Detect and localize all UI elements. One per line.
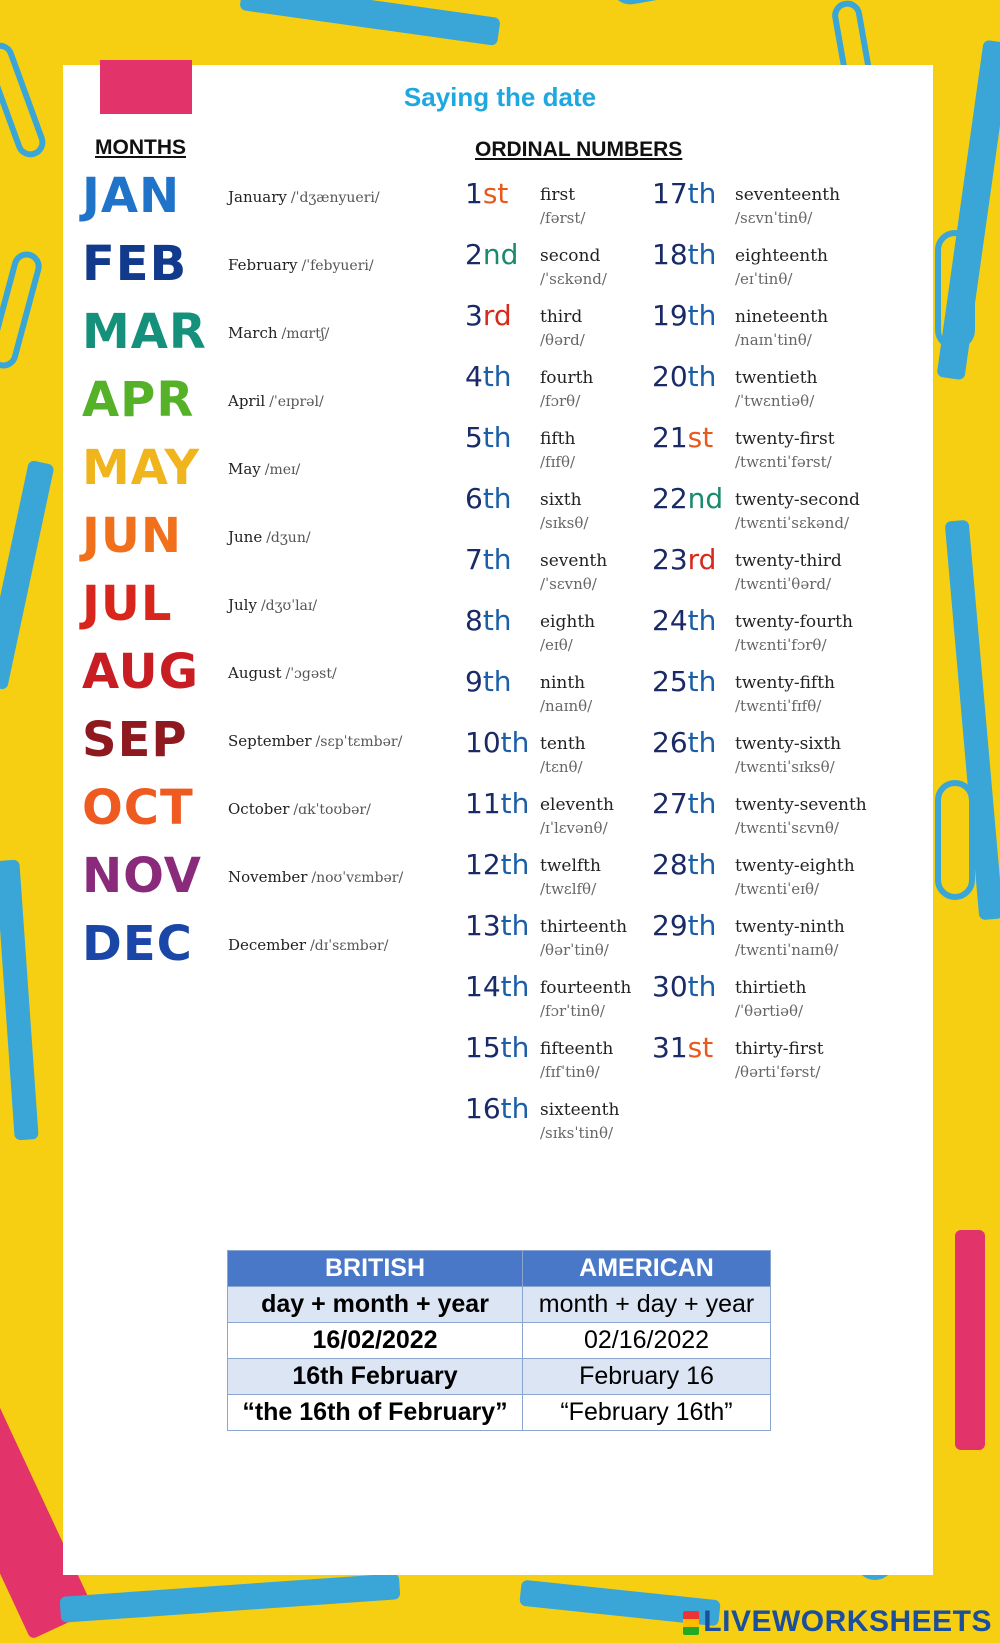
ordinal-digits: 10 bbox=[465, 726, 501, 759]
ordinal-suffix: th bbox=[500, 1031, 530, 1064]
ordinal-pronunciation: /ɪˈlɛvənθ/ bbox=[540, 819, 608, 837]
month-pronunciation: /noʊˈvɛmbər/ bbox=[311, 870, 404, 886]
ordinal-suffix: th bbox=[482, 665, 512, 698]
ordinal-number-27 bbox=[652, 787, 717, 820]
liveworksheets-icon bbox=[683, 1611, 699, 1635]
ordinal-number-14 bbox=[465, 970, 530, 1003]
ordinal-suffix: th bbox=[482, 543, 512, 576]
table-row bbox=[228, 1287, 771, 1323]
ordinal-pronunciation: /sɪksˈtinθ/ bbox=[540, 1124, 614, 1142]
ordinal-suffix: st bbox=[482, 177, 509, 210]
ordinal-word: fourteenth bbox=[540, 978, 632, 998]
ordinal-suffix: th bbox=[687, 665, 717, 698]
ordinal-suffix: th bbox=[482, 421, 512, 454]
ordinal-digits: 18 bbox=[652, 238, 688, 271]
ordinal-pronunciation: /twɛntiˈsɛkənd/ bbox=[735, 514, 850, 532]
month-pronunciation: /dʒun/ bbox=[266, 530, 311, 546]
ordinal-number-3 bbox=[465, 299, 512, 332]
month-abbr-sep: SEP bbox=[82, 712, 188, 768]
month-word: February bbox=[228, 256, 298, 274]
ordinal-word: twenty-eighth bbox=[735, 856, 855, 876]
table-cell: “February 16th” bbox=[523, 1395, 771, 1431]
month-abbr-jun: JUN bbox=[82, 508, 183, 564]
ordinal-pronunciation: /naɪnθ/ bbox=[540, 697, 593, 715]
paperclip-icon bbox=[607, 0, 703, 8]
ordinal-word: twenty-first bbox=[735, 429, 835, 449]
table-cell: 16th February bbox=[228, 1359, 523, 1395]
ordinal-word: seventeenth bbox=[735, 185, 841, 205]
ordinal-word: twenty-seventh bbox=[735, 795, 867, 815]
table-cell: February 16 bbox=[523, 1359, 771, 1395]
ordinal-pronunciation: /sɪksθ/ bbox=[540, 514, 589, 532]
ordinal-digits: 22 bbox=[652, 482, 688, 515]
ordinal-word: thirty-first bbox=[735, 1039, 824, 1059]
table-row bbox=[228, 1359, 771, 1395]
ordinal-word: twenty-third bbox=[735, 551, 842, 571]
month-abbr-aug: AUG bbox=[82, 644, 200, 700]
ordinal-word: seventh bbox=[540, 551, 608, 571]
month-name-jul bbox=[228, 596, 317, 614]
month-name-sep bbox=[228, 732, 402, 750]
table-cell: 02/16/2022 bbox=[523, 1323, 771, 1359]
table-cell: 16/02/2022 bbox=[228, 1323, 523, 1359]
ordinal-digits: 29 bbox=[652, 909, 688, 942]
month-pronunciation: /meɪ/ bbox=[264, 462, 301, 478]
ordinal-suffix: th bbox=[500, 848, 530, 881]
table-cell: month + day + year bbox=[523, 1287, 771, 1323]
month-pronunciation: /ˈeɪprəl/ bbox=[269, 394, 324, 410]
ordinal-number-18 bbox=[652, 238, 717, 271]
ordinal-pronunciation: /naɪnˈtinθ/ bbox=[735, 331, 812, 349]
ordinal-number-31 bbox=[652, 1031, 714, 1064]
ordinal-digits: 23 bbox=[652, 543, 688, 576]
month-word: November bbox=[228, 868, 308, 886]
ordinal-pronunciation: /fərst/ bbox=[540, 209, 586, 227]
ordinal-number-25 bbox=[652, 665, 717, 698]
month-name-oct bbox=[228, 800, 371, 818]
watermark-text: LIVEWORKSHEETS bbox=[703, 1605, 992, 1638]
ordinal-suffix: th bbox=[687, 604, 717, 637]
table-header-american: AMERICAN bbox=[523, 1251, 771, 1287]
month-word: March bbox=[228, 324, 278, 342]
liveworksheets-logo[interactable] bbox=[683, 1605, 992, 1639]
ordinal-number-22 bbox=[652, 482, 724, 515]
marker-icon bbox=[0, 860, 39, 1141]
ordinal-digits: 20 bbox=[652, 360, 688, 393]
month-abbr-oct: OCT bbox=[82, 780, 194, 836]
ordinal-word: twenty-second bbox=[735, 490, 860, 510]
ordinal-digits: 16 bbox=[465, 1092, 501, 1125]
month-word: January bbox=[228, 188, 287, 206]
marker-icon bbox=[955, 1230, 985, 1450]
table-cell: day + month + year bbox=[228, 1287, 523, 1323]
ordinal-digits: 27 bbox=[652, 787, 688, 820]
ordinal-digits: 19 bbox=[652, 299, 688, 332]
ordinal-suffix: rd bbox=[482, 299, 512, 332]
ordinal-pronunciation: /fɪfθ/ bbox=[540, 453, 576, 471]
ordinal-digits: 8 bbox=[465, 604, 483, 637]
month-pronunciation: /sɛpˈtɛmbər/ bbox=[315, 734, 403, 750]
ordinal-pronunciation: /θərtiˈfərst/ bbox=[735, 1063, 821, 1081]
ordinal-word: sixth bbox=[540, 490, 582, 510]
ordinal-number-10 bbox=[465, 726, 530, 759]
ordinal-word: fourth bbox=[540, 368, 594, 388]
ordinal-pronunciation: /eɪˈtinθ/ bbox=[735, 270, 793, 288]
ordinal-number-6 bbox=[465, 482, 512, 515]
ordinal-pronunciation: /tɛnθ/ bbox=[540, 758, 583, 776]
month-word: October bbox=[228, 800, 290, 818]
month-word: September bbox=[228, 732, 312, 750]
ordinal-number-16 bbox=[465, 1092, 530, 1125]
ordinal-pronunciation: /ˈθərtiəθ/ bbox=[735, 1002, 804, 1020]
ordinal-word: eleventh bbox=[540, 795, 614, 815]
ordinal-digits: 31 bbox=[652, 1031, 688, 1064]
ordinal-word: first bbox=[540, 185, 576, 205]
ordinal-pronunciation: /θərd/ bbox=[540, 331, 585, 349]
month-word: August bbox=[228, 664, 282, 682]
ordinal-pronunciation: /twɛntiˈsɛvnθ/ bbox=[735, 819, 839, 837]
ordinal-pronunciation: /sɛvnˈtinθ/ bbox=[735, 209, 813, 227]
ordinal-word: ninth bbox=[540, 673, 586, 693]
ordinal-number-21 bbox=[652, 421, 714, 454]
ordinal-digits: 1 bbox=[465, 177, 483, 210]
ordinal-suffix: st bbox=[687, 421, 714, 454]
ordinal-number-26 bbox=[652, 726, 717, 759]
ordinal-digits: 25 bbox=[652, 665, 688, 698]
ordinal-word: twenty-fifth bbox=[735, 673, 835, 693]
ordinal-number-20 bbox=[652, 360, 717, 393]
ordinal-digits: 17 bbox=[652, 177, 688, 210]
month-name-may bbox=[228, 460, 300, 478]
month-abbr-apr: APR bbox=[82, 372, 195, 428]
ordinal-digits: 28 bbox=[652, 848, 688, 881]
ordinal-suffix: th bbox=[687, 360, 717, 393]
ordinal-word: third bbox=[540, 307, 583, 327]
marker-icon bbox=[239, 0, 500, 46]
table-header-british: BRITISH bbox=[228, 1251, 523, 1287]
month-name-feb bbox=[228, 256, 374, 274]
ordinal-number-9 bbox=[465, 665, 512, 698]
ordinal-number-1 bbox=[465, 177, 509, 210]
ordinal-digits: 11 bbox=[465, 787, 501, 820]
month-word: December bbox=[228, 936, 307, 954]
ordinal-digits: 7 bbox=[465, 543, 483, 576]
ordinal-word: eighteenth bbox=[735, 246, 829, 266]
ordinal-suffix: th bbox=[687, 238, 717, 271]
ordinal-pronunciation: /eɪθ/ bbox=[540, 636, 573, 654]
ordinal-suffix: th bbox=[687, 299, 717, 332]
ordinal-digits: 2 bbox=[465, 238, 483, 271]
ordinal-digits: 24 bbox=[652, 604, 688, 637]
ordinal-word: second bbox=[540, 246, 601, 266]
ordinal-word: sixteenth bbox=[540, 1100, 620, 1120]
ordinal-pronunciation: /fɔrˈtinθ/ bbox=[540, 1002, 605, 1020]
ordinal-suffix: th bbox=[687, 848, 717, 881]
month-name-jun bbox=[228, 528, 311, 546]
ordinal-suffix: th bbox=[687, 909, 717, 942]
ordinal-digits: 5 bbox=[465, 421, 483, 454]
table-row bbox=[228, 1395, 771, 1431]
month-word: April bbox=[228, 392, 266, 410]
month-abbr-jul: JUL bbox=[82, 576, 173, 632]
ordinal-suffix: th bbox=[482, 360, 512, 393]
month-pronunciation: /dʒʊˈlaɪ/ bbox=[260, 598, 318, 614]
month-name-jan bbox=[228, 188, 380, 206]
ordinal-number-15 bbox=[465, 1031, 530, 1064]
month-name-aug bbox=[228, 664, 337, 682]
ordinal-digits: 14 bbox=[465, 970, 501, 1003]
ordinal-word: thirtieth bbox=[735, 978, 807, 998]
ordinal-number-7 bbox=[465, 543, 512, 576]
ordinal-suffix: st bbox=[687, 1031, 714, 1064]
ordinal-word: twenty-fourth bbox=[735, 612, 853, 632]
ordinal-number-2 bbox=[465, 238, 519, 271]
month-pronunciation: /dɪˈsɛmbər/ bbox=[310, 938, 389, 954]
ordinal-number-11 bbox=[465, 787, 530, 820]
ordinal-word: tenth bbox=[540, 734, 586, 754]
ordinal-word: twenty-ninth bbox=[735, 917, 845, 937]
ordinals-heading: ORDINAL NUMBERS bbox=[475, 138, 683, 161]
month-abbr-jan: JAN bbox=[82, 168, 181, 224]
ordinal-word: eighth bbox=[540, 612, 596, 632]
ordinal-pronunciation: /twɛntiˈfɔrθ/ bbox=[735, 636, 827, 654]
month-abbr-nov: NOV bbox=[82, 848, 202, 904]
ordinal-word: twenty-sixth bbox=[735, 734, 842, 754]
ordinal-pronunciation: /ˈtwɛntiəθ/ bbox=[735, 392, 815, 410]
ordinal-number-29 bbox=[652, 909, 717, 942]
ordinal-pronunciation: /twɛntiˈnaɪnθ/ bbox=[735, 941, 839, 959]
month-abbr-feb: FEB bbox=[82, 236, 188, 292]
ordinal-pronunciation: /twɛntiˈθərd/ bbox=[735, 575, 832, 593]
month-pronunciation: /ˈɔgəst/ bbox=[285, 666, 337, 682]
ordinal-pronunciation: /twɛntiˈeɪθ/ bbox=[735, 880, 820, 898]
ordinal-number-24 bbox=[652, 604, 717, 637]
ordinal-pronunciation: /twɛntiˈfɪfθ/ bbox=[735, 697, 822, 715]
months-heading: MONTHS bbox=[95, 136, 186, 159]
ordinal-suffix: th bbox=[482, 482, 512, 515]
ordinal-suffix: th bbox=[687, 970, 717, 1003]
ordinal-pronunciation: /fɪfˈtinθ/ bbox=[540, 1063, 600, 1081]
ordinal-pronunciation: /twɛntiˈfərst/ bbox=[735, 453, 832, 471]
ordinal-suffix: th bbox=[687, 726, 717, 759]
ordinal-number-23 bbox=[652, 543, 717, 576]
month-name-mar bbox=[228, 324, 329, 342]
ordinal-number-4 bbox=[465, 360, 512, 393]
page-title: Saying the date bbox=[403, 82, 597, 112]
table-cell: “the 16th of February” bbox=[228, 1395, 523, 1431]
ordinal-pronunciation: /ˈsɛkənd/ bbox=[540, 270, 607, 288]
month-name-dec bbox=[228, 936, 388, 954]
ordinal-suffix: nd bbox=[482, 238, 519, 271]
ordinal-digits: 12 bbox=[465, 848, 501, 881]
month-word: July bbox=[228, 596, 257, 614]
ordinal-number-19 bbox=[652, 299, 717, 332]
ordinal-suffix: th bbox=[687, 787, 717, 820]
ordinal-digits: 9 bbox=[465, 665, 483, 698]
ordinal-suffix: th bbox=[500, 909, 530, 942]
ordinal-word: twelfth bbox=[540, 856, 601, 876]
month-abbr-dec: DEC bbox=[82, 916, 193, 972]
ordinal-digits: 21 bbox=[652, 421, 688, 454]
ordinal-digits: 13 bbox=[465, 909, 501, 942]
ordinal-suffix: th bbox=[500, 787, 530, 820]
ordinal-pronunciation: /θərˈtinθ/ bbox=[540, 941, 609, 959]
ordinal-digits: 26 bbox=[652, 726, 688, 759]
month-abbr-may: MAY bbox=[82, 440, 201, 496]
ordinal-word: nineteenth bbox=[735, 307, 829, 327]
month-pronunciation: /mɑrtʃ/ bbox=[281, 326, 330, 342]
ordinal-number-8 bbox=[465, 604, 512, 637]
ordinal-suffix: th bbox=[500, 1092, 530, 1125]
ordinal-number-12 bbox=[465, 848, 530, 881]
ordinal-suffix: th bbox=[500, 970, 530, 1003]
ordinal-number-28 bbox=[652, 848, 717, 881]
month-pronunciation: /ɑkˈtoʊbər/ bbox=[293, 802, 371, 818]
ordinal-digits: 15 bbox=[465, 1031, 501, 1064]
month-name-nov bbox=[228, 868, 403, 886]
paperclip-icon bbox=[0, 248, 45, 372]
month-pronunciation: /ˈfebyueri/ bbox=[301, 258, 374, 274]
marker-icon bbox=[60, 1573, 401, 1623]
ordinal-pronunciation: /twɛlfθ/ bbox=[540, 880, 597, 898]
ordinal-suffix: th bbox=[687, 177, 717, 210]
ordinal-pronunciation: /twɛntiˈsɪksθ/ bbox=[735, 758, 835, 776]
ordinal-word: fifth bbox=[540, 429, 576, 449]
month-pronunciation: /ˈdʒænyueri/ bbox=[290, 190, 380, 206]
date-format-table bbox=[227, 1250, 771, 1431]
month-word: June bbox=[228, 528, 263, 546]
ordinal-suffix: th bbox=[500, 726, 530, 759]
ordinal-pronunciation: /fɔrθ/ bbox=[540, 392, 581, 410]
ordinal-digits: 3 bbox=[465, 299, 483, 332]
ordinal-word: twentieth bbox=[735, 368, 818, 388]
ordinal-digits: 6 bbox=[465, 482, 483, 515]
ordinal-number-5 bbox=[465, 421, 512, 454]
month-abbr-mar: MAR bbox=[82, 304, 207, 360]
month-name-apr bbox=[228, 392, 324, 410]
table-row bbox=[228, 1323, 771, 1359]
ordinal-suffix: rd bbox=[687, 543, 717, 576]
marker-icon bbox=[0, 460, 55, 690]
ordinal-word: thirteenth bbox=[540, 917, 628, 937]
ordinal-suffix: th bbox=[482, 604, 512, 637]
ordinal-word: fifteenth bbox=[540, 1039, 614, 1059]
ordinal-pronunciation: /ˈsɛvnθ/ bbox=[540, 575, 597, 593]
ordinal-number-13 bbox=[465, 909, 530, 942]
ordinal-number-30 bbox=[652, 970, 717, 1003]
ordinal-number-17 bbox=[652, 177, 717, 210]
ordinal-digits: 4 bbox=[465, 360, 483, 393]
ordinal-digits: 30 bbox=[652, 970, 688, 1003]
ordinal-suffix: nd bbox=[687, 482, 724, 515]
month-word: May bbox=[228, 460, 261, 478]
